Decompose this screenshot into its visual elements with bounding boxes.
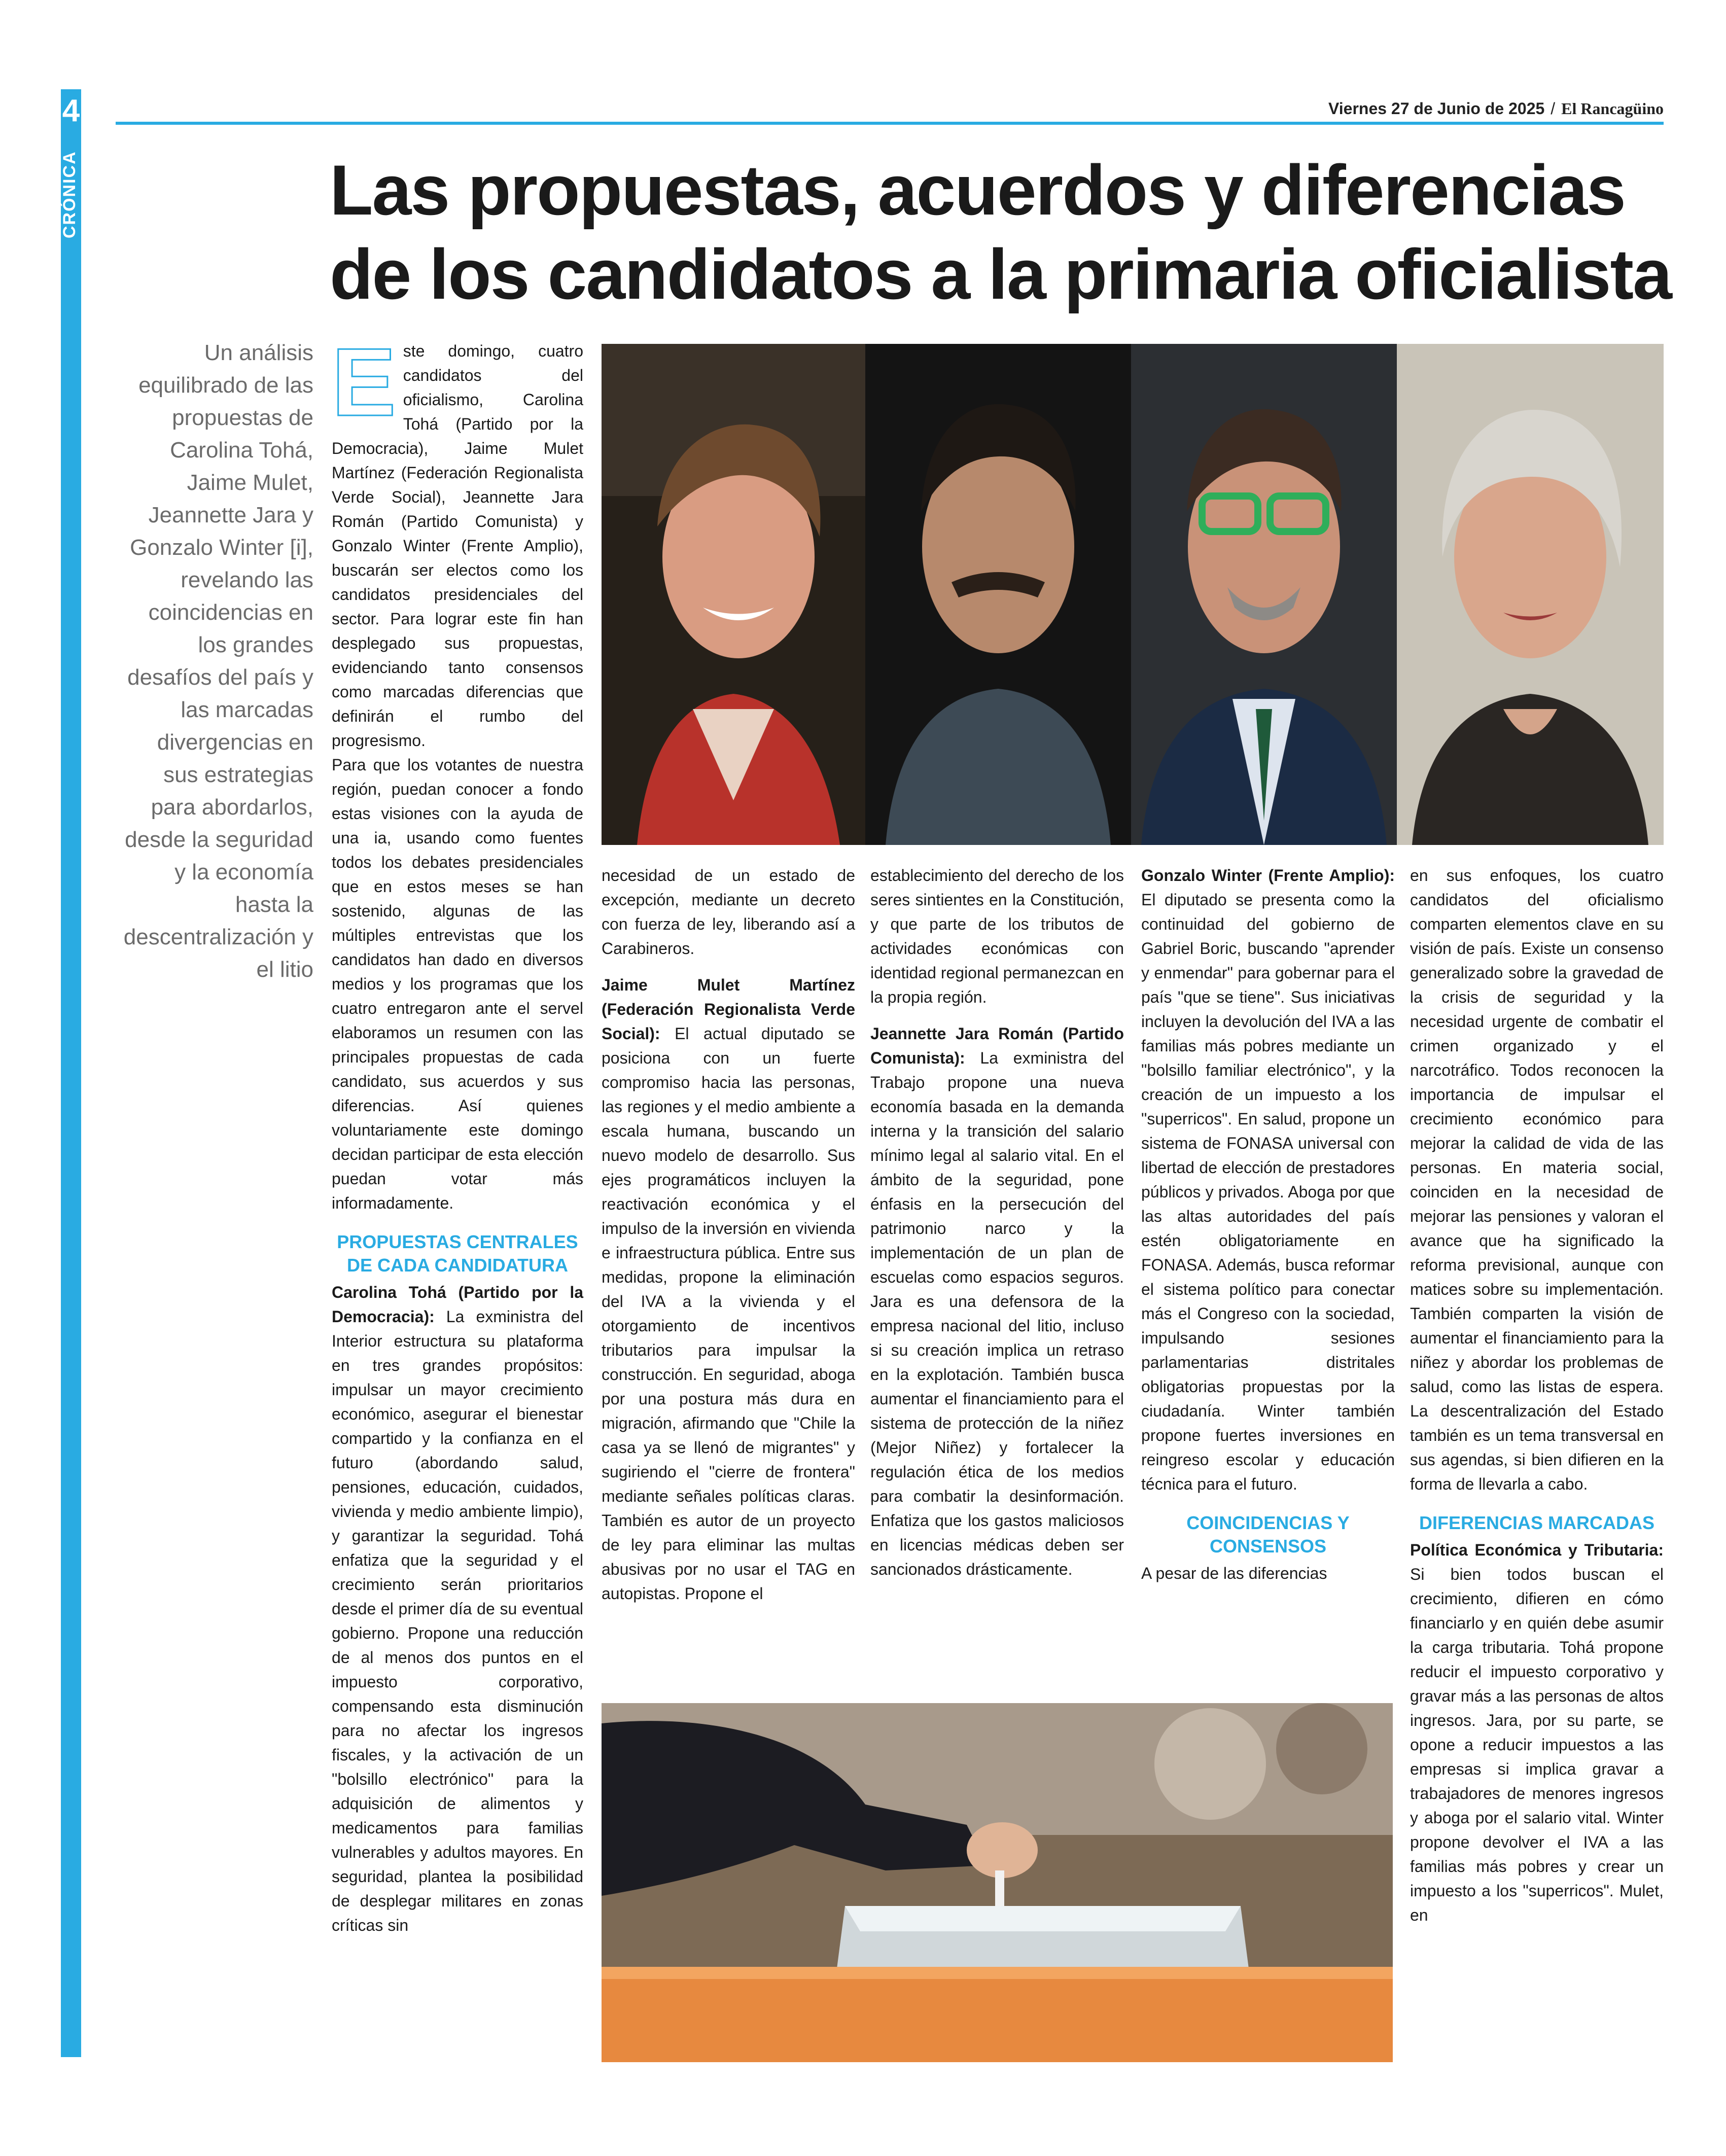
section-label: CRÓNICA <box>60 151 79 238</box>
article-column-2 <box>602 863 855 1606</box>
toha-paragraph <box>332 1280 583 1937</box>
photo-jeannette-jara <box>1397 344 1664 845</box>
page-number: 4 <box>61 89 81 133</box>
headline <box>330 148 1674 316</box>
dropcap: E <box>332 329 396 436</box>
jara-paragraph <box>870 1021 1124 1581</box>
subhead-propuestas: PROPUESTAS CENTRALES DE CADA CANDIDATURA <box>337 1231 578 1276</box>
headline-line-2: de los candidatos a la primaria oficialista <box>330 234 1671 314</box>
diferencias-text: Si bien todos buscan el crecimiento, difieren en cómo financiarlo y en quién debe asumir la carga tributaria. Tohá propone reducir el impuesto corporativo y gravar más a las personas de altos ingresos. Jara, por su parte, se opone a reducir impuestos a las empresas si implica gravar a trabajadores de menores ingresos y aboga por el salario vital. Winter propone devolver el IVA a las familias más pobres y crear un impuesto a los "superricos". Mulet, en <box>1410 1565 1664 1924</box>
headline-line-1: Las propuestas, acuerdos y diferencias <box>330 150 1625 230</box>
toha-name: Carolina Tohá (Partido por la Democracia): <box>332 1283 583 1326</box>
toha-continuation: necesidad de un estado de excepción, mediante un decreto con fuerza de ley, liberando así a Carabineros. <box>602 866 855 958</box>
winter-text: El diputado se presenta como la continuidad del gobierno de Gabriel Boric, buscando "aprender y enmendar" para gobernar para el país "que se tiene". Sus iniciativas incluyen la devolución del IVA a las familias más pobres mediante un "bolsillo familiar electrónico", y la creación de un impuesto a los "superricos". En salud, propone un sistema de FONASA universal con libertad de elección de prestadores públicos y privados. Aboga por que las altas autoridades del país estén obligatoriamente en FONASA. Además, busca reformar el sistema político para conectar más el Congreso con la sociedad, impulsando sesiones parlamentarias distritales obligatorias propuestas por la ciudadanía. Winter también propone fuertes inversiones en reingreso escolar y educación técnica para el futuro. <box>1141 891 1395 1493</box>
winter-name: Gonzalo Winter (Frente Amplio): <box>1141 866 1395 885</box>
coincidencias-start: A pesar de las diferencias <box>1141 1564 1327 1582</box>
photo-gonzalo-winter <box>1131 344 1397 845</box>
article-column-1 <box>332 329 583 1937</box>
intro-paragraph-1: ste domingo, cuatro candidatos del oficialismo, Carolina Tohá (Partido por la Democracia), Jaime Mulet Martínez (Federación Regionalista Verde Social), Jeannette Jara Román (Partido Comunista) y Gonzalo Winter (Frente Amplio), buscarán ser electos como los candidatos presidenciales del sector. Para lograr este fin han desplegado sus propuestas, evidenciando tanto consensos como marcadas diferencias que definirán el rumbo del progresismo. <box>332 342 583 750</box>
lead-summary: Un análisis equilibrado de las propuestas de Carolina Tohá, Jaime Mulet, Jeannette Jara y Gonzalo Winter [i], revelando las coincidencias en los grandes desafíos del país y las marcadas divergencias en sus estrategias para abordarlos, desde la seguridad y la economía hasta la descentralización y el litio <box>123 340 313 982</box>
mulet-name: Jaime Mulet Martínez (Federación Regionalista Verde Social): <box>602 976 855 1043</box>
jara-name: Jeannette Jara Román (Partido Comunista): <box>870 1024 1124 1067</box>
article-column-5 <box>1410 863 1664 1927</box>
intro-paragraph-2: Para que los votantes de nuestra región, puedan conocer a fondo estas visiones con la ayuda de una ia, usando como fuentes todos los debates presidenciales que en estos meses se han sostenido, algunas de las múltiples entrevistas que los candidatos han dado en diversos medios y los programas que los cuatro entregaron ante el servel elaboramos un resumen con las principales propuestas de cada candidato, sus acuerdos y sus diferencias. Así quienes voluntariamente este domingo decidan participar de esta elección puedan votar más informadamente. <box>332 756 583 1212</box>
photo-carolina-toha <box>602 344 865 845</box>
subhead-coincidencias: COINCIDENCIAS Y CONSENSOS <box>1186 1512 1350 1557</box>
diferencias-paragraph <box>1410 1538 1664 1927</box>
photo-ballot-box <box>602 1703 1393 2062</box>
mulet-continuation: establecimiento del derecho de los seres sintientes en la Constitución, y que parte de los tributos de actividades económicas con identidad regional permanezcan en la propia región. <box>870 866 1124 1006</box>
subhead-diferencias: DIFERENCIAS MARCADAS <box>1419 1512 1654 1533</box>
page-header <box>1298 99 1664 118</box>
toha-text: La exministra del Interior estructura su plataforma en tres grandes propósitos: impulsar un mayor crecimiento económico, asegurar el bienestar compartido y la confianza en el futuro (abordando salud, pensiones, educación, cuidados, vivienda y medio ambiente limpio), y garantizar la seguridad. Tohá enfatiza que la seguridad y el crecimiento serán prioritarios desde el primer día de su eventual gobierno. Propone una reducción de al menos dos puntos en el impuesto corporativo, compensando esta disminución para no afectar los ingresos fiscales, y la activación de un "bolsillo electrónico" para la adquisición de alimentos y medicamentos para familias vulnerables y adultos mayores. En seguridad, plantea la posibilidad de desplegar militares en zonas críticas sin <box>332 1307 583 1934</box>
jara-text: La exministra del Trabajo propone una nueva economía basada en la demanda interna y la transición del salario mínimo legal al salario vital. En el ámbito de la seguridad, pone énfasis en la persecución del patrimonio narco y la implementación de un plan de escuelas como espacios seguros. Jara es una defensora de la empresa nacional del litio, incluso si su creación implica un retraso en la explotación. También busca aumentar el financiamiento para el sistema de protección de la niñez (Mejor Niñez) y fortalecer la regulación ética de los medios para combatir la desinformación. Enfatiza que los gastos maliciosos en licencias médicas deben ser sancionados drásticamente. <box>870 1049 1124 1578</box>
mulet-paragraph <box>602 973 855 1606</box>
winter-paragraph <box>1141 863 1395 1496</box>
header-rule <box>116 122 1664 125</box>
issue-date: Viernes 27 de Junio de 2025 <box>1328 99 1545 118</box>
diferencias-topic: Política Económica y Tributaria: <box>1410 1541 1664 1559</box>
mulet-text: El actual diputado se posiciona con un fuerte compromiso hacia las personas, las regiones y el medio ambiente a escala humana, buscando un nuevo modelo de desarrollo. Sus ejes programáticos incluyen la reactivación económica y el impulso de la inversión en vivienda e infraestructura pública. Entre sus medidas, propone la eliminación del IVA a la vivienda y el otorgamiento de incentivos tributarios para impulsar la construcción. En seguridad, aboga por una postura más dura en migración, afirmando que "Chile la casa ya se llenó de migrantes" y sugiriendo el "cierre de frontera" mediante señales políticas claras. También es autor de un proyecto de ley para eliminar las multas abusivas por no usar el TAG en autopistas. Propone el <box>602 1024 855 1603</box>
photo-jaime-mulet <box>865 344 1131 845</box>
coincidencias-continuation: en sus enfoques, los cuatro candidatos del oficialismo comparten elementos clave en su visión de país. Existe un consenso generalizado sobre la gravedad de la crisis de seguridad y la necesidad urgente de combatir el crimen organizado y el narcotráfico. Todos reconocen la importancia de impulsar el crecimiento económico para mejorar la calidad de vida de las personas. En materia social, coinciden en la necesidad de mejorar las pensiones y valoran el avance que ha significado la reforma previsional, aunque con matices sobre su implementación. También comparten la visión de aumentar el financiamiento para la niñez y abordar los problemas de salud, como las listas de espera. La descentralización del Estado también es un tema transversal en sus agendas, si bien difieren en la forma de llevarla a cabo. <box>1410 866 1664 1493</box>
header-separator: / <box>1551 99 1556 118</box>
article-column-3 <box>870 863 1124 1581</box>
article-column-4 <box>1141 863 1395 1585</box>
section-band <box>61 89 81 2057</box>
newspaper-name: El Rancagüino <box>1561 99 1664 118</box>
